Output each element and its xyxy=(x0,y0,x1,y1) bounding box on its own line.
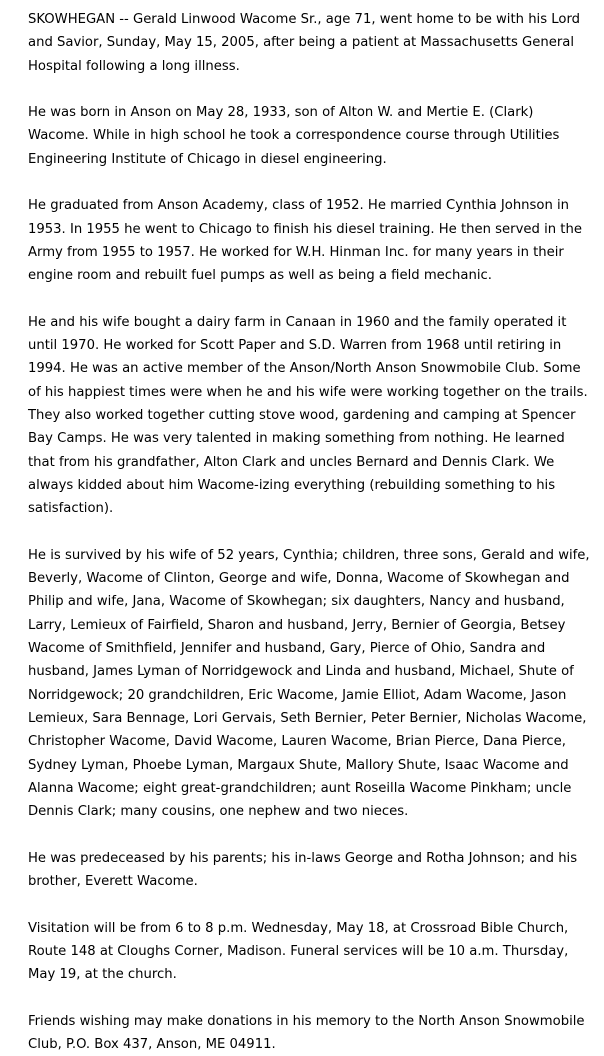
paragraph-education-career: He graduated from Anson Academy, class of 1952. He married Cynthia Johnson in 1953. In 1955 he went to Chicago to finish his diesel training. He then served in the Army from 1955 to 1957. He worked for W.H. Hinman Inc. for many years in their engine room and rebuilt fuel pumps as well as being a field mechanic. xyxy=(28,198,582,284)
paragraph-early-life: He was born in Anson on May 28, 1933, son of Alton W. and Mertie E. (Clark) Wacome. While in high school he took a correspondence course through Utilities Engineering Institute of Chicago in diesel engineering. xyxy=(28,105,560,167)
paragraph-farm-hobbies: He and his wife bought a dairy farm in Canaan in 1960 and the family operated it until 1970. He worked for Scott Paper and S.D. Warren from 1968 until retiring in 1994. He was an active member of the Anson/North Anson Snowmobile Club. Some of his happiest times were when he and his wife were working together on the trails. They also worked together cutting stove wood, gardening and camping at Spencer Bay Camps. He was very talented in making something from nothing. He learned that from his grandfather, Alton Clark and uncles Bernard and Dennis Clark. We always kidded about him Wacome-izing everything (rebuilding something to his satisfaction). xyxy=(28,314,588,517)
paragraph-survivors: He is survived by his wife of 52 years, Cynthia; children, three sons, Gerald and wife, Beverly, Wacome of Clinton, George and wife, Donna, Wacome of Skowhegan and Philip and wife, Jana, Wacome of Skowhegan; six daughters, Nancy and husband, Larry, Lemieux of Fairfield, Sharon and husband, Jerry, Bernier of Georgia, Betsey Wacome of Smithfield, Jennifer and husband, Gary, Pierce of Ohio, Sandra and husband, James Lyman of Norridgewock and Linda and husband, Michael, Shute of Norridgewock; 20 grandchildren, Eric Wacome, Jamie Elliot, Adam Wacome, Jason Lemieux, Sara Bennage, Lori Gervais, Seth Bernier, Peter Bernier, Nicholas Wacome, Christopher Wacome, David Wacome, Lauren Wacome, Brian Pierce, Dana Pierce, Sydney Lyman, Phoebe Lyman, Margaux Shute, Mallory Shute, Isaac Wacome and Alanna Wacome; eight great-grandchildren; aunt Roseilla Wacome Pinkham; uncle Dennis Clark; many cousins, one nephew and two nieces. xyxy=(28,547,590,820)
paragraph-donations: Friends wishing may make donations in his memory to the North Anson Snowmobile Club, P.O. Box 437, Anson, ME 04911. xyxy=(28,1013,585,1053)
paragraph-services: Visitation will be from 6 to 8 p.m. Wednesday, May 18, at Crossroad Bible Church, Route 148 at Cloughs Corner, Madison. Funeral services will be 10 a.m. Thursday, May 19, at the church. xyxy=(28,920,569,983)
paragraph-predeceased: He was predeceased by his parents; his in-laws George and Rotha Johnson; and his brother, Everett Wacome. xyxy=(28,850,578,889)
paragraph-announcement: SKOWHEGAN -- Gerald Linwood Wacome Sr., age 71, went home to be with his Lord and Savior, Sunday, May 15, 2005, after being a patient at Massachusetts General Hospital following a long illness. xyxy=(28,12,581,74)
